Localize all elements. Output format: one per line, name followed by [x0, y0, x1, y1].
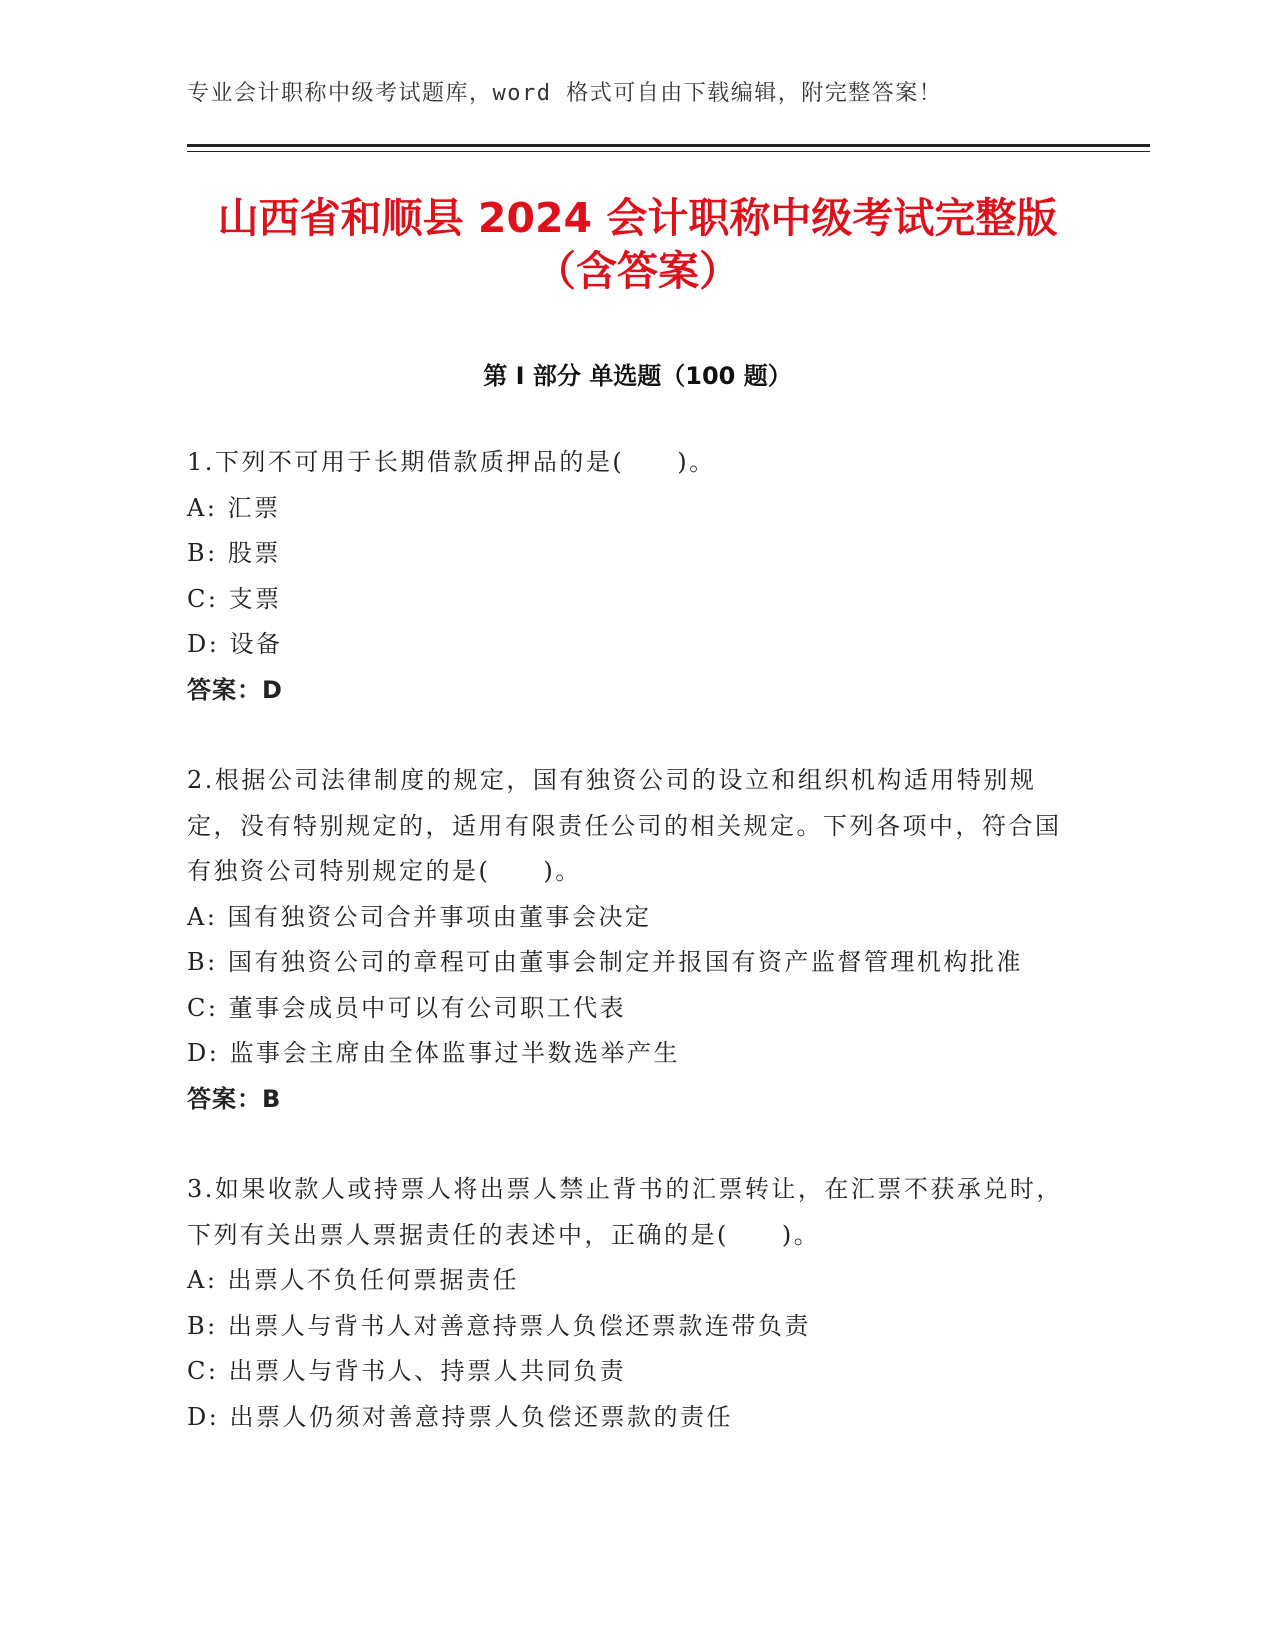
option-d: D: 设备 — [187, 630, 283, 658]
option-b: B: 股票 — [187, 539, 281, 567]
option-a: A: 出票人不负任何票据责任 — [187, 1266, 520, 1294]
question-stem: 3.如果收款人或持票人将出票人禁止背书的汇票转让，在汇票不获承兑时，下列有关出票人票据责任的表述中，正确的是( )。 — [187, 1175, 1063, 1249]
option-b: B: 出票人与背书人对善意持票人负偿还票款连带负责 — [187, 1311, 811, 1340]
option-d: D: 出票人仍须对善意持票人负偿还票款的责任 — [187, 1402, 733, 1431]
option-c: C: 董事会成员中可以有公司职工代表 — [187, 993, 627, 1022]
answer-prefix: 答案： — [187, 1084, 262, 1113]
answer-value: D — [262, 675, 283, 704]
question-1 — [187, 440, 1067, 713]
header-divider-thick — [187, 144, 1150, 147]
answer-prefix: 答案： — [187, 675, 262, 704]
header-divider-thin — [187, 151, 1150, 152]
document-title-line-1: 山西省和顺县 2024 会计职称中级考试完整版 — [217, 194, 1058, 242]
option-b: B: 国有独资公司的章程可由董事会制定并报国有资产监督管理机构批准 — [187, 948, 1023, 976]
option-c: C: 支票 — [187, 584, 282, 613]
answer-value: B — [262, 1084, 282, 1113]
question-3 — [187, 1167, 1067, 1440]
question-stem: 2.根据公司法律制度的规定，国有独资公司的设立和组织机构适用特别规定，没有特别规定的，适用有限责任公司的相关规定。下列各项中，符合国有独资公司特别规定的是( )。 — [187, 766, 1062, 885]
document-title — [160, 192, 1115, 298]
option-a: A: 国有独资公司合并事项由董事会决定 — [187, 902, 652, 931]
section-heading: 第 I 部分 单选题（100 题） — [483, 362, 792, 390]
option-c: C: 出票人与背书人、持票人共同负责 — [187, 1357, 627, 1385]
answer-line — [187, 1077, 1067, 1123]
header-note: 专业会计职称中级考试题库，word 格式可自由下载编辑，附完整答案！ — [187, 81, 943, 106]
answer-line — [187, 668, 1067, 714]
option-a: A: 汇票 — [187, 493, 281, 522]
question-list — [187, 440, 1067, 1440]
question-stem: 1.下列不可用于长期借款质押品的是( )。 — [187, 448, 716, 476]
document-title-line-2: （含答案） — [535, 247, 740, 295]
option-d: D: 监事会主席由全体监事过半数选举产生 — [187, 1039, 680, 1067]
question-2 — [187, 758, 1067, 1122]
